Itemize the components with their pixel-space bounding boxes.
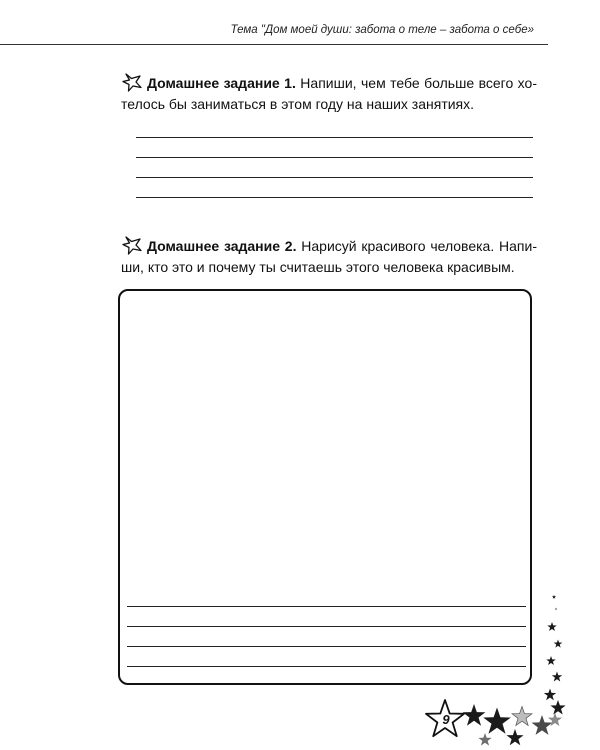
header-rule bbox=[0, 44, 548, 45]
task-2-title: Домашнее задание 2. bbox=[147, 238, 297, 254]
decorative-stars bbox=[405, 560, 600, 750]
star-icon bbox=[478, 733, 491, 746]
star-icon bbox=[506, 729, 523, 745]
answer-line[interactable] bbox=[136, 197, 533, 198]
page-number: 9 bbox=[442, 712, 450, 727]
homework-task-2 bbox=[121, 235, 537, 278]
star-icon bbox=[555, 608, 558, 611]
task-1-text: Напиши, чем тебе больше всего хотелось бы заниматься в этом году на наших занятиях. bbox=[121, 75, 537, 112]
star-icon bbox=[547, 622, 557, 631]
star-icon bbox=[546, 656, 556, 665]
homework-task-1 bbox=[121, 72, 537, 115]
star-icon bbox=[483, 708, 511, 734]
star-icon bbox=[554, 640, 563, 648]
star-icon bbox=[512, 707, 532, 726]
task-1-title: Домашнее задание 1. bbox=[147, 75, 296, 91]
star-icon bbox=[552, 595, 556, 599]
star-outline-icon bbox=[121, 72, 145, 92]
star-icon bbox=[463, 704, 486, 726]
answer-line[interactable] bbox=[136, 157, 533, 158]
star-icon bbox=[552, 672, 562, 682]
star-outline-icon bbox=[121, 235, 145, 255]
answer-line[interactable] bbox=[136, 177, 533, 178]
task-2-text: Нарисуй красивого человека. Напиши, кто это и почему ты считаешь этого человека красивым. bbox=[121, 238, 537, 275]
star-icon bbox=[550, 700, 565, 714]
header-topic: Тема "Дом моей души: забота о теле – забота о себе» bbox=[230, 24, 534, 36]
answer-line[interactable] bbox=[136, 137, 533, 138]
star-icon bbox=[544, 689, 556, 701]
